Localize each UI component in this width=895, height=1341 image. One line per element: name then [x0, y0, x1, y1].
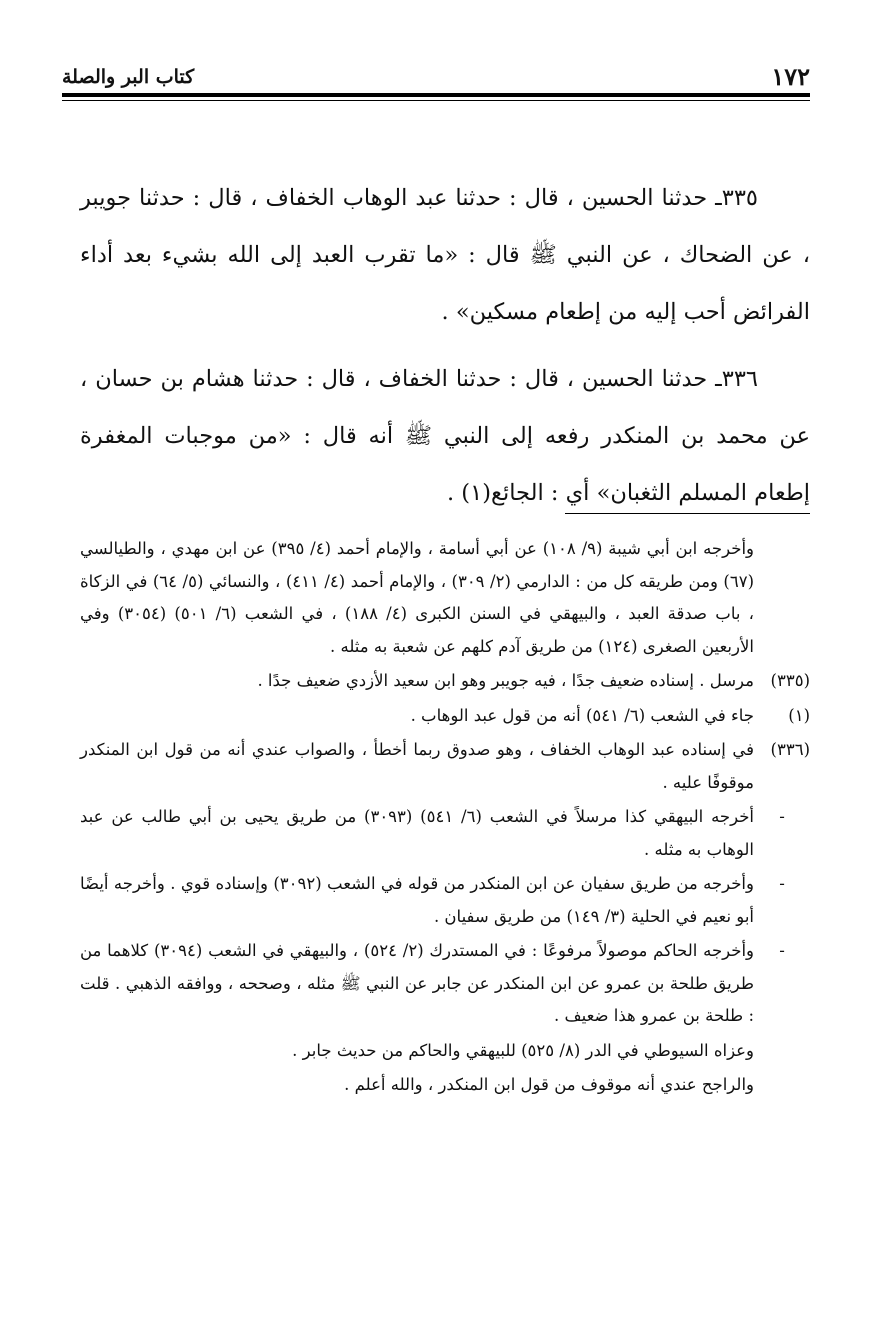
- book-title: كتاب البر والصلة: [62, 66, 195, 88]
- footnote-item: [80, 801, 810, 866]
- footnote-separator: [565, 513, 810, 514]
- main-text: [80, 170, 810, 532]
- hadith-336: ٣٣٦ـ حدثنا الحسين ، قال : حدثنا الخفاف ، قال : حدثنا هشام بن حسان ، عن محمد بن المنكدر رفعه إلى النبي ﷺ أنه قال : «من موجبات المغفرة إطعام المسلم الثغبان» أي : الجائع(١) .: [80, 366, 810, 506]
- footnote-item: [80, 665, 810, 698]
- footnote-dash: -: [779, 941, 785, 960]
- footnote-text: وعزاه السيوطي في الدر (٨/ ٥٢٥) للبيهقي والحاكم من حديث جابر .: [292, 1040, 754, 1060]
- footnote-item: [80, 1035, 810, 1068]
- footnote-item: [80, 700, 810, 733]
- footnotes: [80, 533, 810, 1104]
- footnote-text: والراجح عندي أنه موقوف من قول ابن المنكدر ، والله أعلم .: [344, 1075, 754, 1094]
- footnote-item: [80, 533, 810, 663]
- footnote-text: وأخرجه الحاكم موصولاً مرفوعًا : في المستدرك (٢/ ٥٢٤) ، والبيهقي في الشعب (٣٠٩٤) كلاهما من طريق طلحة بن عمرو عن ابن المنكدر عن جابر عن النبي ﷺ مثله ، وصححه ، ووافقه الذهبي . قلت : طلحة بن عمرو هذا ضعيف .: [80, 941, 754, 1025]
- footnote-item: [80, 1069, 810, 1102]
- footnote-marker: (١): [788, 705, 810, 725]
- hadith-335: ٣٣٥ـ حدثنا الحسين ، قال : حدثنا عبد الوهاب الخفاف ، قال : حدثنا جويبر ، عن الضحاك ، عن النبي ﷺ قال : «ما تقرب العبد إلى الله بشيء بعد أداء الفرائض أحب إليه من إطعام مسكين» .: [80, 185, 810, 325]
- header-rule-thick: [62, 93, 810, 97]
- header-rule-thin: [62, 100, 810, 101]
- footnote-text: وأخرجه ابن أبي شيبة (٩/ ١٠٨) عن أبي أسامة ، والإمام أحمد (٤/ ٣٩٥) عن ابن مهدي ، والطيالسي (٦٧) ومن طريقه كل من : الدارمي (٢/ ٣٠٩) ، والإمام أحمد (٤/ ٤١١) ، والنسائي (٥/ ٦٤) في الزكاة ، باب صدقة العبد ، والبيهقي في السنن الكبرى (٤/ ١٨٨) ، في الشعب (٦/ ٥٠١) (٣٠٥٤) وفي الأربعين الصغرى (١٢٤) من طريق آدم كلهم عن شعبة به مثله .: [80, 539, 755, 656]
- footnote-dash: -: [779, 807, 785, 826]
- footnote-text: في إسناده عبد الوهاب الخفاف ، وهو صدوق ربما أخطأ ، والصواب عندي أنه من قول ابن المنكدر موقوفًا عليه .: [80, 740, 754, 792]
- footnote-text: وأخرجه من طريق سفيان عن ابن المنكدر من قوله في الشعب (٣٠٩٢) وإسناده قوي . وأخرجه أيضًا أبو نعيم في الحلية (٣/ ١٤٩) من طريق سفيان .: [80, 874, 754, 926]
- page-number: ١٧٢: [771, 62, 810, 91]
- footnote-text: أخرجه البيهقي كذا مرسلاً في الشعب (٦/ ٥٤١) (٣٠٩٣) من طريق يحيى بن أبي طالب عن عبد الوهاب به مثله .: [80, 807, 754, 859]
- footnote-item: [80, 868, 810, 933]
- footnote-text: جاء في الشعب (٦/ ٥٤١) أنه من قول عبد الوهاب .: [410, 705, 754, 725]
- footnote-dash: -: [779, 874, 785, 893]
- footnote-marker: (٣٣٥): [770, 671, 810, 690]
- footnote-text: مرسل . إسناده ضعيف جدًا ، فيه جويبر وهو ابن سعيد الأزدي ضعيف جدًا .: [257, 671, 754, 690]
- footnote-marker: (٣٣٦): [770, 740, 810, 759]
- page-header: [62, 58, 810, 92]
- footnote-item: [80, 734, 810, 799]
- footnote-item: [80, 935, 810, 1033]
